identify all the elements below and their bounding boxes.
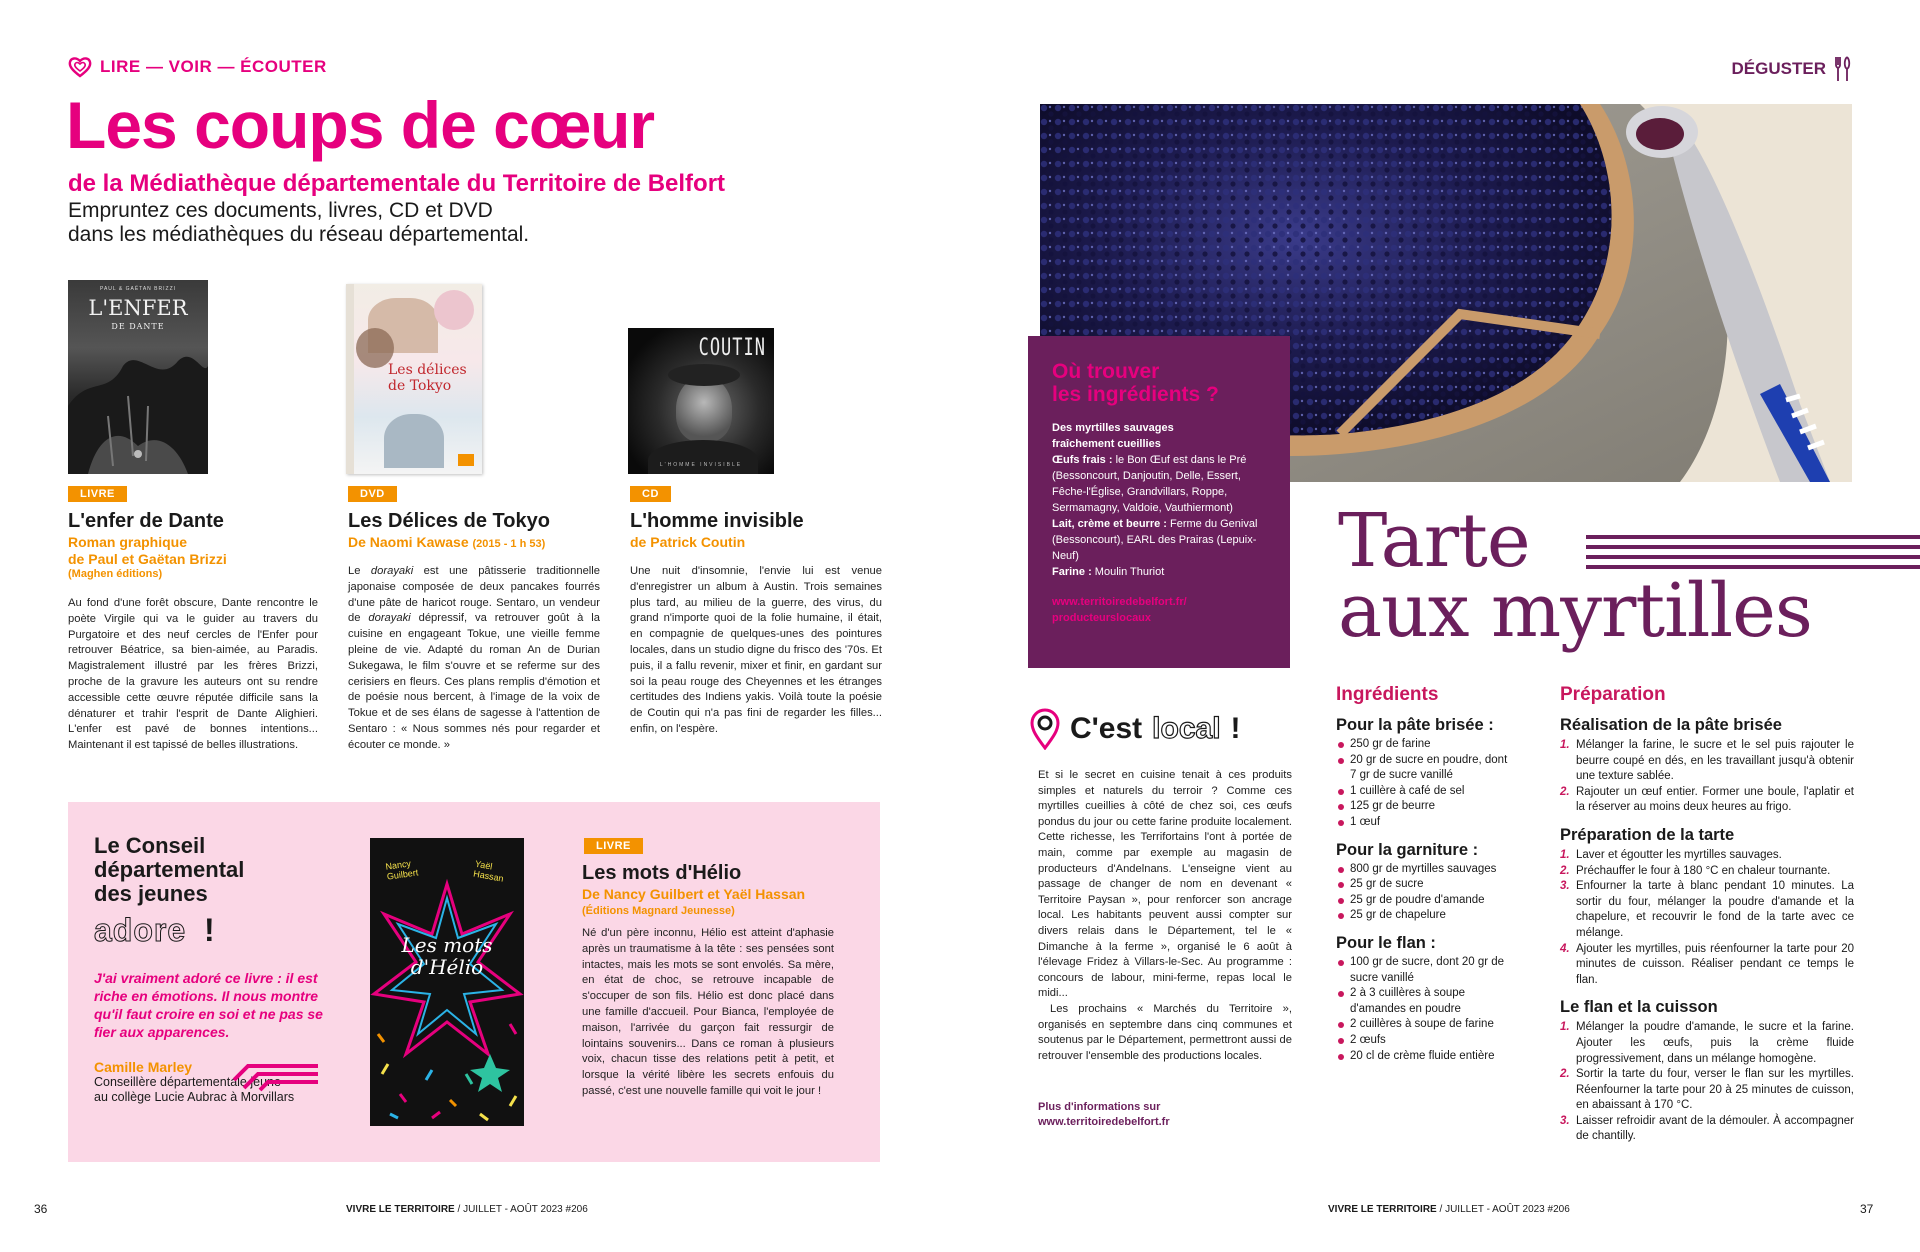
heart-icon: [68, 56, 92, 78]
page-number: 36: [34, 1202, 48, 1216]
ingredient-item: 20 gr de sucre en poudre, dont 7 gr de sucre vanillé: [1336, 753, 1516, 784]
cover-title: L'ENFER: [88, 296, 188, 320]
where-line: Des myrtilles sauvages: [1052, 422, 1174, 434]
ingredients-heading: Ingrédients: [1336, 684, 1439, 705]
badge-livre: LIVRE: [584, 838, 643, 854]
ingredient-item: 25 gr de sucre: [1336, 877, 1516, 893]
preparation-group: [1560, 826, 1854, 988]
local-website-link[interactable]: www.territoiredebelfort.fr: [1038, 1116, 1170, 1128]
where-text: Moulin Thuriot: [1091, 566, 1165, 578]
cover-enfer-de-dante: PAUL & GAËTAN BRIZZI L'ENFER DE DANTE: [68, 280, 208, 474]
title-stripes: [1586, 534, 1920, 570]
magazine-issue: / JUILLET - AOÛT 2023 #206: [1436, 1204, 1570, 1215]
intro-text: [68, 199, 708, 247]
step-number: 2.: [1560, 1068, 1570, 1081]
magazine-name: VIVRE LE TERRITOIRE: [346, 1204, 455, 1215]
item-credits: [582, 886, 805, 920]
local-word-1: C'est: [1070, 712, 1143, 745]
item-authors: De Nancy Guilbert et Yaël Hassan: [582, 886, 806, 902]
step-number: 3.: [1560, 1114, 1570, 1127]
ingredient-item: 125 gr de beurre: [1336, 799, 1516, 815]
section-tag: [68, 56, 327, 78]
ingredient-group: [1336, 841, 1516, 924]
local-text: [1038, 768, 1292, 1064]
item-genre: Roman graphique: [68, 534, 188, 550]
ingredient-list: [1336, 955, 1516, 1064]
section-tag: [1732, 56, 1852, 82]
intro-line-1: Empruntez ces documents, livres, CD et DVD: [68, 199, 493, 222]
cover-title-line: Les mots: [401, 933, 493, 957]
review-part: dépressif, va retrouver goût à la cuisine en engageant Tokue, une vieille femme pleine de vie. Adapté du roman An de Durian Sukegawa, le film s'ouvre et se referme sur des cerisiers en fleurs. Ces plans remplis d'émotion et de poésie nous bercent, à l'image de la voix de Tokue et de ses élans de sagesse à l'attention de Sentaro : « Nous sommes nés pour regarder et écouter ce monde. »: [348, 612, 600, 751]
item-authors: de Paul et Gaëtan Brizzi: [68, 551, 227, 567]
step-item: [1560, 1067, 1854, 1114]
item-review: [348, 564, 600, 754]
step-text: Mélanger la farine, le sucre et le sel puis rajouter le beurre coupé en dés, en les travaillant jusqu'à obtenir une texture sablée.: [1576, 739, 1854, 783]
ingredient-list: [1336, 737, 1516, 831]
preparation-group-title: Réalisation de la pâte brisée: [1560, 716, 1782, 734]
cover-homme-invisible: [628, 328, 774, 474]
magazine-name: VIVRE LE TERRITOIRE: [1328, 1204, 1437, 1215]
step-item: [1560, 879, 1854, 941]
where-heading: [1052, 360, 1266, 406]
item-credits: [68, 534, 227, 581]
magazine-issue: / JUILLET - AOÛT 2023 #206: [454, 1204, 588, 1215]
location-pin-icon: [1030, 708, 1060, 750]
item-artist: de Patrick Coutin: [630, 534, 746, 550]
badge-cd: CD: [630, 486, 671, 502]
ingredient-group-title: Pour le flan :: [1336, 933, 1436, 952]
where-label: Farine :: [1052, 566, 1092, 578]
cover-title: [370, 934, 524, 978]
where-flour: [1052, 564, 1266, 580]
ingredient-item: 100 gr de sucre, dont 20 gr de sucre vanillé: [1336, 955, 1516, 986]
cover-burst: [370, 874, 524, 1126]
ingredient-item: 1 œuf: [1336, 815, 1516, 831]
recipe-title-line: Tarte: [1338, 498, 1530, 584]
adore-word: [94, 912, 324, 949]
cover-title-line: d'Hélio: [410, 955, 484, 979]
adore-heading-line: départemental: [94, 857, 245, 882]
where-label: Lait, crème et beurre :: [1052, 518, 1167, 530]
step-item: [1560, 1114, 1854, 1145]
item-director: De Naomi Kawase: [348, 534, 469, 550]
section-tag-label: DÉGUSTER: [1731, 59, 1826, 78]
step-text: Ajouter les myrtilles, puis réenfourner la tarte pour 20 minutes de cuisson. Réaliser pendant ce temps le flan.: [1576, 942, 1854, 986]
item-publisher: (Éditions Magnard Jeunesse): [582, 905, 735, 917]
where-eggs: [1052, 452, 1266, 516]
review-emphasis: dorayaki: [368, 612, 411, 625]
where-text: Ferme du Genival (Bessoncourt), EARL des Prairas (Lepuix-Neuf): [1052, 518, 1258, 562]
cover-author-2: Yaël Hassan: [472, 858, 505, 884]
adore-exclaim: !: [204, 912, 216, 948]
item-review: Né d'un père inconnu, Hélio est atteint d'aphasie après un traumatisme à la tête : ses pensées sont intactes, mais les mots se sont envolés. Sa mère, en état de choc, se retrouve incapable de s'occuper de son fils. Hélio est donc placé dans une famille d'accueil. Pour Bianca, l'employée de maison, l'arrivée du garçon fait ressurgir de lointains souvenirs... Dans ce roman à plusieurs voix, chacun tisse des relations petit à petit, et lorsque la vérité libère les secrets enfouis du passé, c'est une nouvelle famille qui voit le jour !: [582, 927, 834, 1097]
step-text: Sortir la tarte du four, verser le flan sur les myrtilles. Réenfourner la tarte pour 20 à 25 minutes de cuisson, en abaissant à 170 °C.: [1576, 1068, 1854, 1112]
ingredient-group-title: Pour la pâte brisée :: [1336, 716, 1494, 734]
step-item: [1560, 942, 1854, 989]
review-part: est une pâtisserie traditionnelle japonaise composée de deux pancakes fourrés d'une pâte de haricot rouge. Sentaro, un vendeur de: [348, 565, 600, 625]
review-emphasis: dorayaki: [370, 565, 414, 577]
ingredient-item: 25 gr de chapelure: [1336, 908, 1516, 924]
quote-role-line: Conseillère départementale jeune: [94, 1075, 281, 1089]
step-text: Mélanger la poudre d'amande, le sucre et la farine. Ajouter les œufs, puis la crème fluide progressivement, dans un mélange homogène.: [1576, 1021, 1854, 1065]
ingredient-item: 2 œufs: [1336, 1033, 1516, 1049]
cover-subtitle: DE DANTE: [111, 322, 165, 331]
item-publisher: (Maghen éditions): [68, 568, 163, 580]
step-list: [1560, 848, 1854, 988]
badge-livre: LIVRE: [68, 486, 127, 502]
intro-line-2: dans les médiathèques du réseau départemental.: [68, 223, 530, 246]
item-title: L'homme invisible: [630, 510, 804, 532]
local-paragraph: Les prochains « Marchés du Territoire », organisés en septembre dans cinq communes et soutenus par le Département, permettront aussi de retrouver l'ensemble des productions locales.: [1038, 1002, 1292, 1062]
ingredients-column: [1336, 684, 1516, 1064]
step-number: 2.: [1560, 864, 1570, 877]
step-item: [1560, 785, 1854, 816]
step-text: Rajouter un œuf entier. Former une boule, l'aplatir et la réserver au moins deux heures au frigo.: [1576, 785, 1854, 814]
quote-role-line: au collège Lucie Aubrac à Morvillars: [94, 1090, 295, 1104]
cover-delices-de-tokyo: [346, 284, 482, 474]
where-text: le Bon Œuf est dans le Pré (Bessoncourt, Danjoutin, Delle, Essert, Fêche-l'Église, Grandvillars, Roppe, Sermamagny, Valdoie, Vauthiermont): [1052, 454, 1247, 514]
recipe-title-line: aux myrtilles: [1338, 568, 1812, 654]
ingredient-group-title: Pour la garniture :: [1336, 840, 1479, 859]
page-subtitle: de la Médiathèque départementale du Territoire de Belfort: [68, 170, 726, 197]
ingredient-group: [1336, 716, 1516, 831]
step-text: Laver et égoutter les myrtilles sauvages.: [1576, 848, 1782, 861]
adore-heading-line: Le Conseil: [94, 833, 206, 858]
ingredient-item: 2 cuillères à soupe de farine: [1336, 1017, 1516, 1033]
ingredient-item: 250 gr de farine: [1336, 737, 1516, 753]
step-number: 1.: [1560, 739, 1570, 751]
link-line: producteurslocaux: [1052, 612, 1152, 624]
step-list: [1560, 738, 1854, 816]
step-text: Enfourner la tarte à blanc pendant 10 minutes. La sortir du four, mélanger la poudre d'amande et la chapelure, et recouvrir le fond de la tarte avec ce mélange.: [1576, 880, 1854, 939]
preparation-column: [1560, 684, 1854, 1145]
item-review: Au fond d'une forêt obscure, Dante rencontre le poète Virgile qui va le guider au travers du Purgatoire et des neuf cercles de l'Enfer pour retrouver Béatrice, sa bien-aimée, au Paradis. Magistralement illustré par les frères Brizzi, proche de la gravure les auteurs ont su rendre accessible cette œuvre réputée difficile sans la dénaturer et trahir l'esprit de Dante Alighieri. L'enfer est pavé de bonnes intentions... Maintenant il est tapissé de belles illustrations.: [68, 597, 318, 752]
ingredient-item: 2 à 3 cuillères à soupe d'amandes en poudre: [1336, 986, 1516, 1017]
step-number: 1.: [1560, 1021, 1570, 1034]
step-item: [1560, 864, 1854, 880]
cover-title: COUTIN: [698, 334, 766, 362]
where-line: fraîchement cueillies: [1052, 438, 1161, 450]
item-title: L'enfer de Dante: [68, 510, 224, 532]
where-milk: [1052, 516, 1266, 564]
step-text: Laisser refroidir avant de la démouler. À accompagner de chantilly.: [1576, 1114, 1854, 1143]
review-part: Le: [348, 565, 371, 577]
quote-author: Camille Marley: [94, 1059, 193, 1075]
ingredient-item: 1 cuillère à café de sel: [1336, 784, 1516, 800]
preparation-group: [1560, 716, 1854, 816]
where-heading-line: les ingrédients ?: [1052, 383, 1219, 406]
step-item: [1560, 738, 1854, 785]
cover-subtitle: L'HOMME INVISIBLE: [659, 462, 743, 468]
local-more-info: [1038, 1100, 1170, 1130]
where-to-find-panel: [1028, 336, 1290, 668]
ingredient-group: [1336, 934, 1516, 1064]
section-tag-label: LIRE — VOIR — ÉCOUTER: [100, 57, 327, 76]
ingredient-item: 25 gr de poudre d'amande: [1336, 893, 1516, 909]
preparation-group-title: Préparation de la tarte: [1560, 825, 1735, 844]
ingredient-item: 20 cl de crème fluide entière: [1336, 1049, 1516, 1065]
magazine-footer: [1328, 1204, 1570, 1215]
producers-link[interactable]: [1052, 594, 1266, 626]
adore-heading: [94, 834, 324, 906]
badge-dvd: DVD: [348, 486, 397, 502]
step-text: Préchauffer le four à 180 °C en chaleur tournante.: [1576, 864, 1831, 877]
cover-author-1: Nancy Guilbert: [384, 858, 419, 882]
item-title: Les mots d'Hélio: [582, 862, 742, 884]
cover-illustration: [68, 336, 208, 474]
preparation-group-title: Le flan et la cuisson: [1560, 998, 1718, 1017]
step-list: [1560, 1020, 1854, 1145]
quote-text: J'ai vraiment adoré ce livre : il est riche en émotions. Il nous montre qu'il faut croire en soi et ne pas se fier aux apparences.: [94, 970, 323, 1040]
recipe-title: [1338, 498, 1812, 654]
preparation-heading: Préparation: [1560, 684, 1666, 705]
stripes-decoration: [228, 1064, 318, 1092]
cover-title: Les délices de Tokyo: [388, 362, 467, 394]
step-number: 2.: [1560, 785, 1570, 798]
local-paragraph: Et si le secret en cuisine tenait à ces produits simples et naturels du terroir ? Comme ces myrtilles cueillies à côté de chez soi, ces œufs pondus du jour ou cette farine produite localement. Cette richesse, les Terrifortains l'ont à portée de main, comme par exemple au magasin de producteurs d'Andelnans. L'enseigne vient au passage de changer de nom en devenant « Territoire Paysan », pour renforcer son ancrage local. Les habitants peuvent aussi compter sur divers relais dans le Département, tel le « Dimanche à la ferme », organisé le 6 août à l'élevage Fridez à Villars-le-Sec. Au programme : concours de labour, mini-ferme, repas local le midi...: [1038, 769, 1292, 1000]
preparation-group: [1560, 998, 1854, 1145]
where-label: Œufs frais :: [1052, 454, 1113, 466]
local-more-label: Plus d'informations sur: [1038, 1101, 1161, 1113]
local-word-2: local: [1152, 712, 1221, 745]
step-number: 3.: [1560, 880, 1570, 893]
step-item: [1560, 848, 1854, 864]
item-year-duration: (2015 - 1 h 53): [472, 538, 546, 550]
magazine-footer: [346, 1204, 588, 1215]
ingredient-list: [1336, 862, 1516, 924]
item-title: Les Délices de Tokyo: [348, 510, 550, 532]
cover-mots-helio: [370, 838, 524, 1126]
page-number: 37: [1860, 1202, 1874, 1216]
item-review: Une nuit d'insomnie, l'envie lui est venue d'enregistrer un album à Austin. Trois semaines plus tard, au milieu de la guerre, des virus, du grand n'importe quoi de la folie humaine, il était, en compagnie de quelques-unes des pointures locales, dans un studio digne du frisco des '70s. Et puis, il a fallu revenir, mixer et finir, en gardant sur soi la peau rouge des Cheyennes et les étranges certitudes des Indiens yakis. Voilà toute la poésie de Coutin qui n'a pas fini de regarder les filles... enfin, on l'espère.: [630, 565, 882, 735]
where-blueberries: [1052, 420, 1266, 452]
page-title: Les coups de cœur: [66, 88, 655, 162]
where-heading-line: Où trouver: [1052, 360, 1160, 383]
link-line: www.territoiredebelfort.fr/: [1052, 596, 1187, 608]
step-number: 1.: [1560, 848, 1570, 861]
step-number: 4.: [1560, 942, 1570, 955]
local-exclaim: !: [1230, 712, 1241, 745]
ingredient-item: 800 gr de myrtilles sauvages: [1336, 862, 1516, 878]
local-heading: [1030, 708, 1241, 750]
step-item: [1560, 1020, 1854, 1067]
cutlery-icon: [1834, 56, 1852, 82]
item-credits: [348, 534, 545, 553]
adore-heading-line: des jeunes: [94, 881, 208, 906]
adore-word-text: adore: [94, 912, 187, 948]
